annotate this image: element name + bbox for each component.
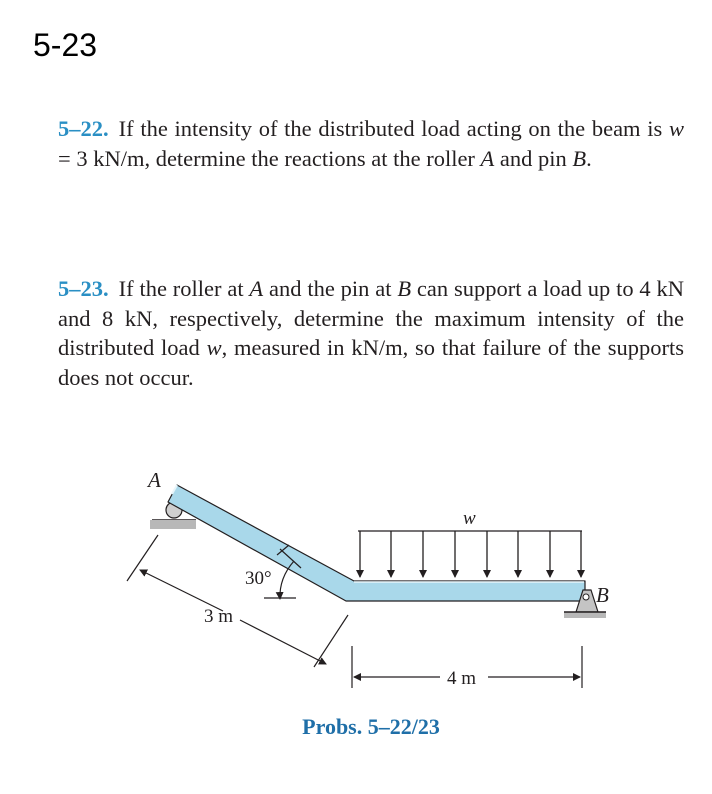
- label-a: A: [148, 468, 161, 492]
- page-title: 5-23: [33, 27, 98, 63]
- variable-b: B: [397, 276, 412, 301]
- problem-text: can support a load up to 4 kN and 8 kN, respectively, determine the maximum intensity of the distributed load: [58, 276, 685, 360]
- variable-a: A: [249, 276, 264, 301]
- dimension-incline: [127, 535, 348, 667]
- variable-w: w: [668, 116, 684, 141]
- problem-text: = 3 kN/m, determine the reactions at the roller: [58, 145, 481, 171]
- dimension-label-incline: 3 m: [204, 606, 234, 627]
- problem-text: If the intensity of the distributed load acting on the beam is: [118, 116, 669, 141]
- figure-caption: Probs. 5–22/23: [302, 714, 440, 739]
- variable-b: B: [572, 145, 587, 171]
- variable-w: w: [206, 335, 222, 360]
- angle-label: 30°: [245, 568, 272, 589]
- distributed-load: [358, 531, 582, 577]
- label-w: w: [463, 508, 476, 529]
- label-b: B: [596, 583, 609, 607]
- variable-a: A: [480, 145, 495, 171]
- problem-number: 5–23.: [58, 276, 109, 301]
- problem-text: .: [586, 145, 592, 171]
- dimension-label-horizontal: 4 m: [447, 668, 477, 689]
- problem-text: If the roller at: [118, 276, 250, 301]
- problem-text: , measured in kN/m, so that failure of the supports does not occur.: [58, 335, 684, 390]
- problem-number: 5–22.: [58, 116, 109, 141]
- problem-text: and pin: [494, 145, 573, 171]
- beam: [168, 485, 585, 601]
- problem-text: and the pin at: [263, 276, 398, 301]
